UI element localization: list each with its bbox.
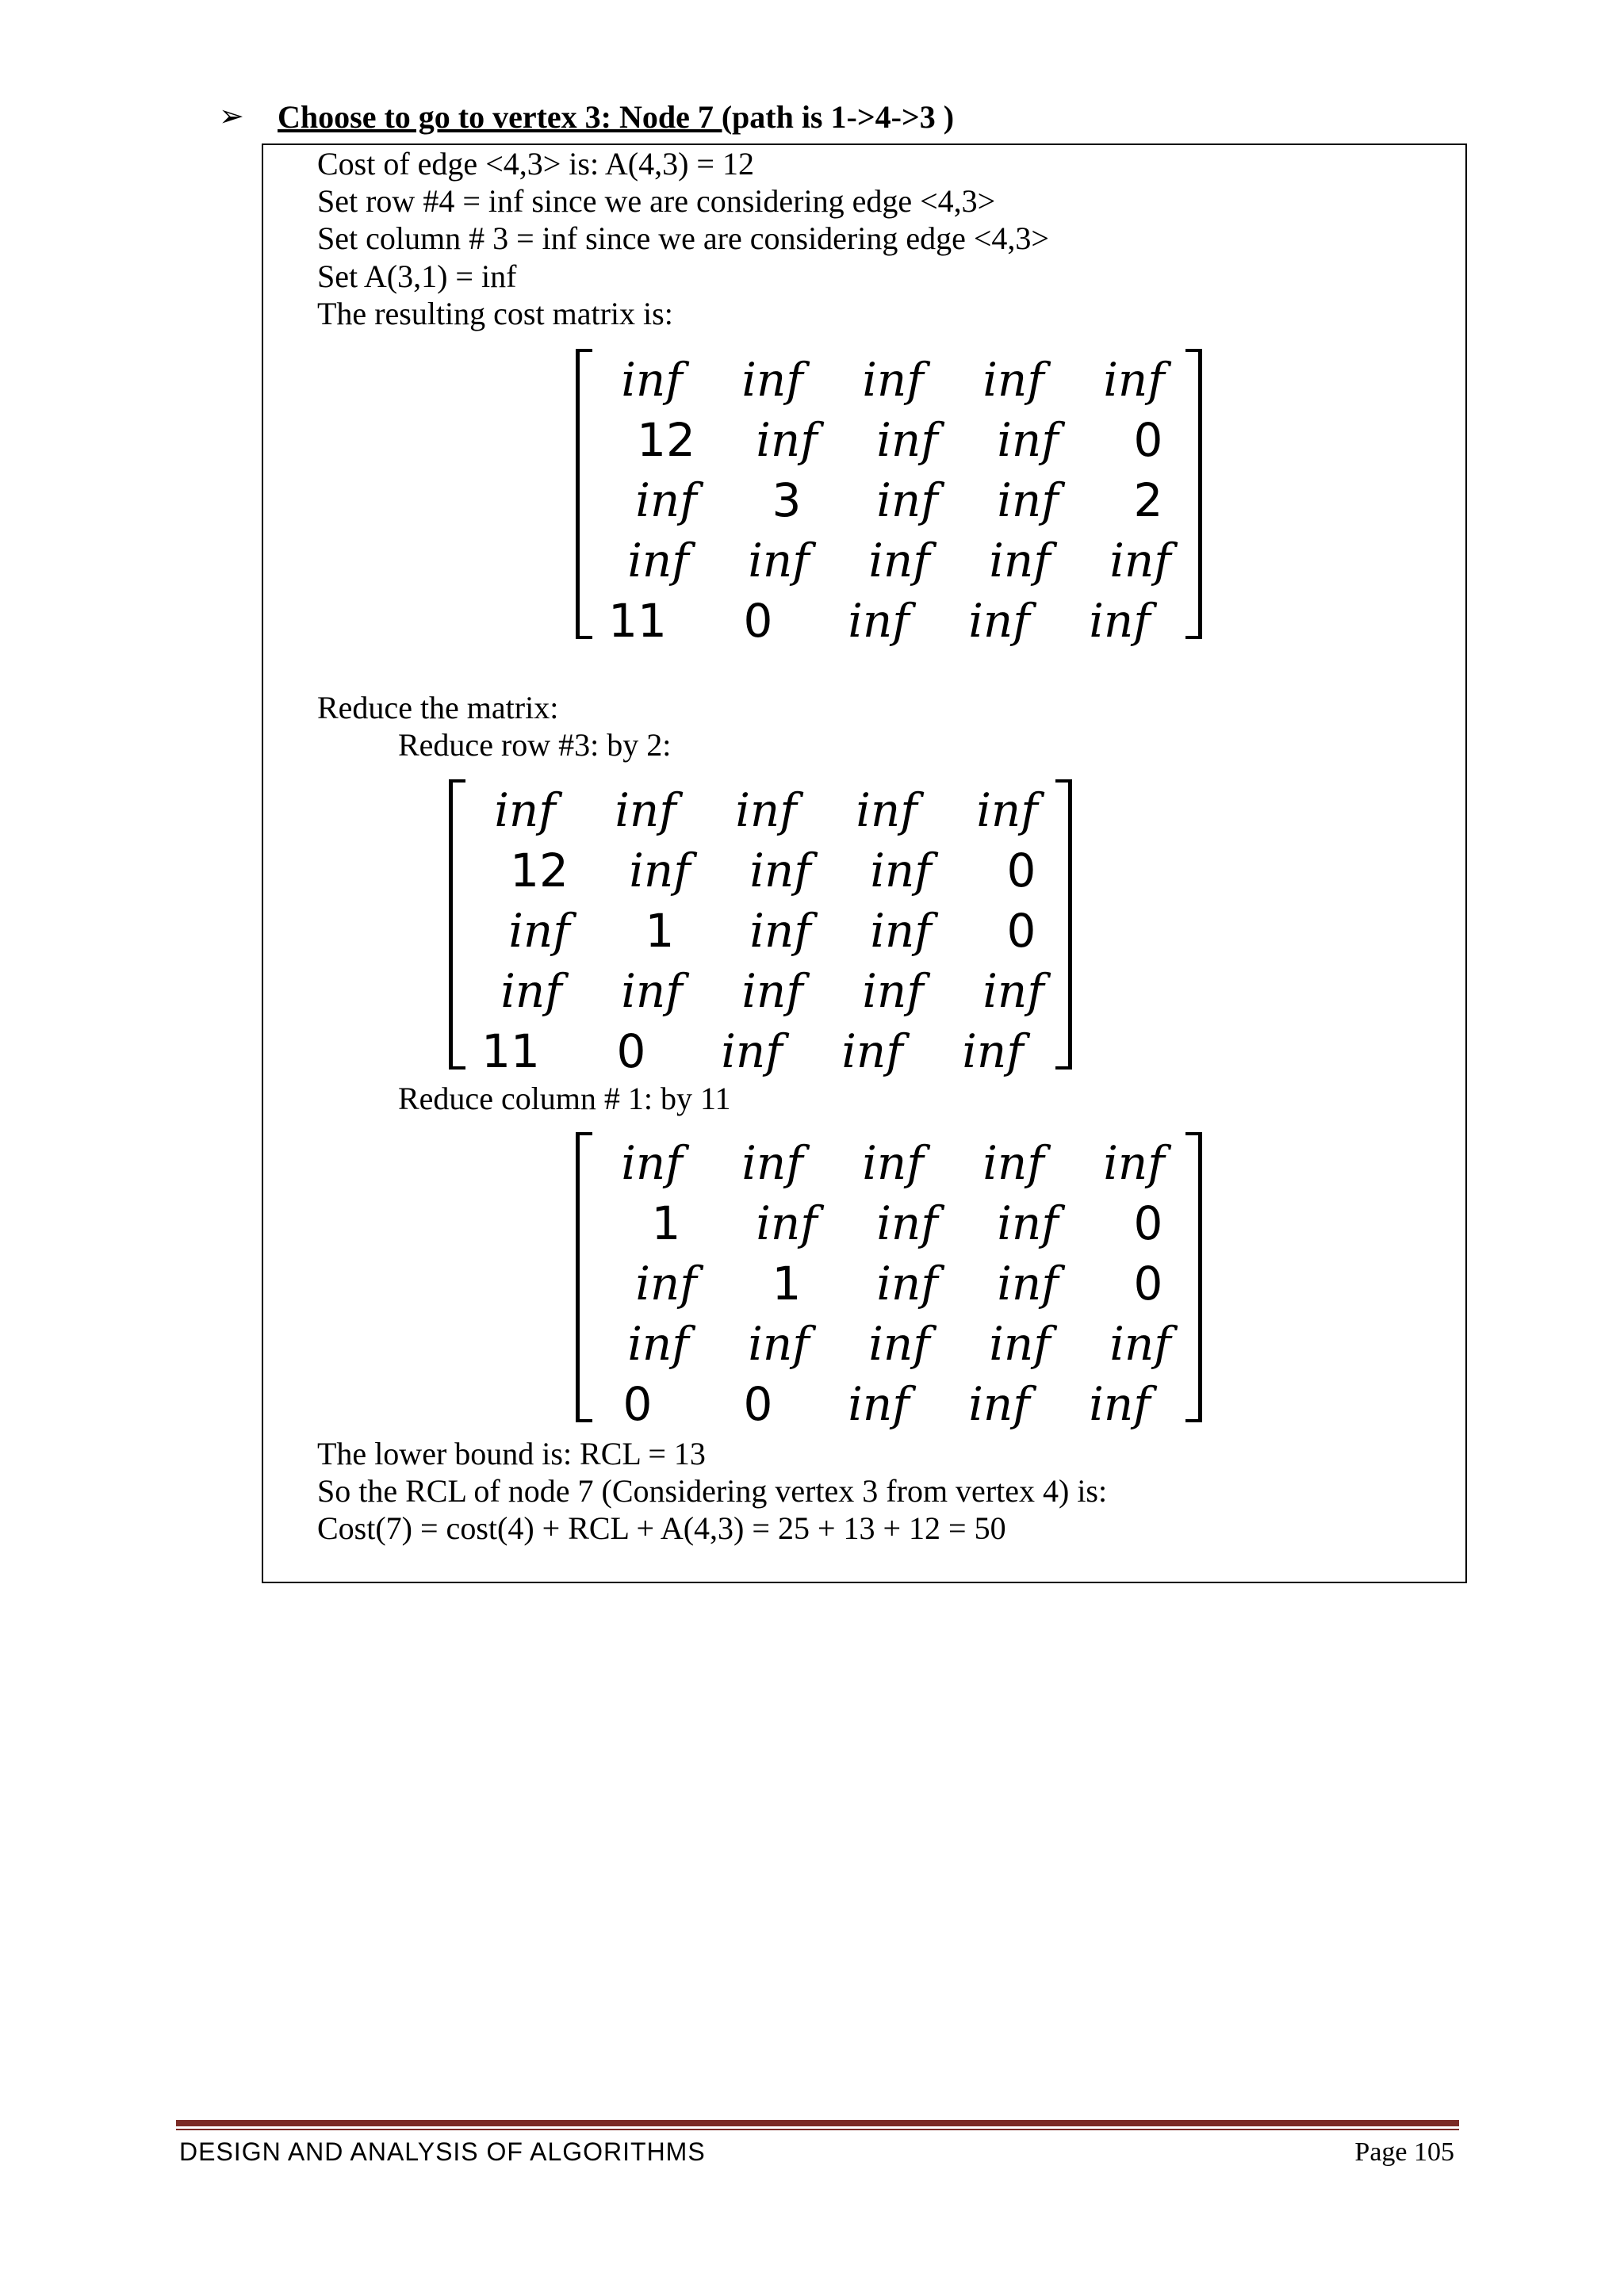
matrix-cell: inf: [1089, 1377, 1151, 1431]
matrix-cell: 0: [622, 1377, 653, 1431]
matrix-cell: 0: [616, 1024, 646, 1078]
matrix-cell: inf: [1109, 1317, 1171, 1371]
matrix-cell: inf: [1103, 1136, 1165, 1190]
matrix-cell: inf: [997, 413, 1059, 467]
matrix-cell: inf: [862, 353, 924, 407]
matrix-cell: inf: [1089, 594, 1151, 648]
matrix-cell: 1: [651, 1196, 681, 1250]
reduce-col-label: Reduce column # 1: by 11: [398, 1081, 731, 1116]
matrix-cell: inf: [868, 534, 930, 587]
matrix-cell: 2: [1133, 473, 1163, 527]
matrix-cell: inf: [621, 964, 683, 1018]
matrix-cell: inf: [1109, 534, 1171, 587]
result-line-1: The lower bound is: RCL = 13: [317, 1436, 706, 1471]
matrix-cell: 11: [608, 594, 667, 648]
matrix-cell: inf: [876, 1196, 938, 1250]
matrix-cell: 0: [1006, 904, 1036, 958]
matrix-cell: 0: [743, 1377, 773, 1431]
matrix-cell: 0: [1133, 1196, 1163, 1250]
matrix-cell: inf: [621, 1136, 683, 1190]
matrix-cell: inf: [876, 473, 938, 527]
matrix-cell: inf: [494, 783, 556, 837]
left-bracket: [576, 349, 592, 639]
row-reduced-matrix: [449, 779, 1072, 1078]
matrix-cell: 11: [481, 1024, 540, 1078]
footer-rule-thin: [176, 2129, 1459, 2130]
left-bracket: [576, 1132, 592, 1422]
matrix-cell: inf: [627, 1317, 689, 1371]
matrix-cell: inf: [756, 413, 818, 467]
matrix-cell: inf: [982, 353, 1044, 407]
footer-title: DESIGN AND ANALYSIS OF ALGORITHMS: [179, 2137, 706, 2166]
matrix-cell: inf: [997, 1257, 1059, 1311]
matrix-cell: inf: [876, 413, 938, 467]
matrix-cell: inf: [862, 1136, 924, 1190]
matrix-cell: inf: [976, 783, 1038, 837]
matrix-cell: inf: [500, 964, 562, 1018]
matrix-cell: inf: [635, 1257, 697, 1311]
matrix-cell: 1: [772, 1257, 802, 1311]
result-line-3: Cost(7) = cost(4) + RCL + A(4,3) = 25 + 13 + 12 = 50: [317, 1510, 1006, 1546]
matrix-cell: inf: [856, 783, 917, 837]
matrix-cell: inf: [989, 1317, 1051, 1371]
matrix-cell: inf: [862, 964, 924, 1018]
matrix-cell: inf: [848, 594, 910, 648]
matrix-cell: inf: [615, 783, 676, 837]
column-reduced-matrix: [576, 1132, 1202, 1431]
resulting-cost-matrix: [576, 349, 1202, 648]
matrix-cell: inf: [741, 353, 803, 407]
matrix-cell: 12: [637, 413, 695, 467]
matrix-cell: inf: [748, 534, 810, 587]
matrix-cell: inf: [968, 594, 1030, 648]
heading-rest: path is 1->4->3 ): [732, 99, 955, 135]
matrix-cell: 0: [1133, 413, 1163, 467]
intro-line-3: Set column # 3 = inf since we are considering edge <4,3>: [317, 220, 1049, 256]
matrix-cell: inf: [741, 964, 803, 1018]
matrix-cell: 1: [645, 904, 675, 958]
matrix-cell: inf: [749, 844, 811, 897]
matrix-cell: inf: [876, 1257, 938, 1311]
matrix-cell: inf: [982, 1136, 1044, 1190]
matrix-cell: inf: [870, 844, 932, 897]
intro-line-4: Set A(3,1) = inf: [317, 258, 517, 294]
matrix-cell: 0: [1133, 1257, 1163, 1311]
left-bracket: [449, 779, 465, 1070]
matrix-cell: inf: [635, 473, 697, 527]
intro-line-2: Set row #4 = inf since we are considering edge <4,3>: [317, 183, 996, 219]
matrix-cell: inf: [756, 1196, 818, 1250]
matrix-cell: 3: [772, 473, 802, 527]
matrix-cell: inf: [621, 353, 683, 407]
matrix-cell: inf: [749, 904, 811, 958]
matrix-cell: inf: [868, 1317, 930, 1371]
page-number: Page 105: [1354, 2137, 1454, 2167]
matrix-cell: inf: [721, 1024, 783, 1078]
matrix-cell: 12: [510, 844, 569, 897]
matrix-cell: inf: [870, 904, 932, 958]
intro-line-5: The resulting cost matrix is:: [317, 296, 673, 331]
footer-rule: [176, 2120, 1459, 2126]
reduce-row-label: Reduce row #3: by 2:: [398, 727, 672, 763]
matrix-cell: inf: [989, 534, 1051, 587]
result-line-2: So the RCL of node 7 (Considering vertex 3 from vertex 4) is:: [317, 1473, 1108, 1509]
matrix-cell: inf: [627, 534, 689, 587]
bullet-arrow-icon: ➢: [219, 98, 244, 133]
intro-line-1: Cost of edge <4,3> is: A(4,3) = 12: [317, 146, 754, 182]
matrix-cell: inf: [508, 904, 570, 958]
matrix-cell: inf: [841, 1024, 903, 1078]
matrix-cell: inf: [741, 1136, 803, 1190]
matrix-cell: inf: [1103, 353, 1165, 407]
reduce-heading: Reduce the matrix:: [317, 690, 559, 725]
matrix-cell: inf: [982, 964, 1044, 1018]
matrix-cell: inf: [968, 1377, 1030, 1431]
matrix-cell: inf: [962, 1024, 1024, 1078]
matrix-cell: inf: [848, 1377, 910, 1431]
matrix-cell: inf: [735, 783, 797, 837]
matrix-cell: 0: [1006, 844, 1036, 897]
matrix-cell: 0: [743, 594, 773, 648]
heading-underlined: Choose to go to vertex 3: Node 7 (: [278, 99, 733, 135]
matrix-cell: inf: [629, 844, 691, 897]
matrix-cell: inf: [997, 473, 1059, 527]
matrix-cell: inf: [748, 1317, 810, 1371]
matrix-cell: inf: [997, 1196, 1059, 1250]
